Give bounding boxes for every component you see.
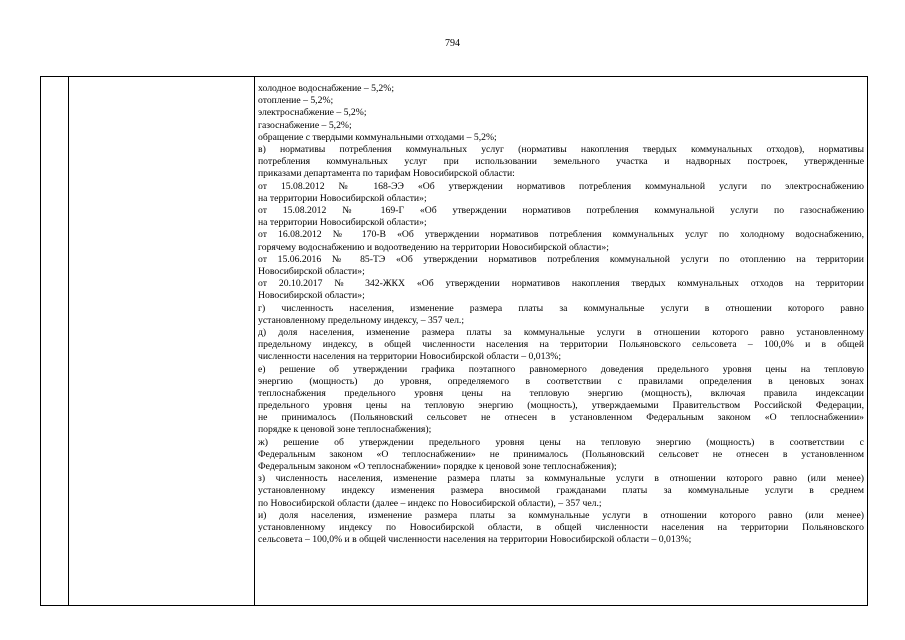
text-line: по Новосибирской области (далее – индекс по Новосибирской области), – 357 чел.;: [258, 497, 602, 509]
text-line: Федеральным законом «О теплоснабжении» не принималось (Польяновский сельсовет не отнесен в установленном: [258, 448, 864, 460]
table-column-divider: [68, 77, 69, 605]
text-line: электроснабжение – 5,2%;: [258, 107, 367, 119]
text-line: от 20.10.2017 № 342-ЖКХ «Об утверждении нормативов накопления твердых коммунальных отходов на территории: [258, 278, 864, 290]
text-line: энергию (мощность) до уровня, определяемого в соответствии с правилами определения в ценовых зонах: [258, 375, 864, 387]
text-line: на территории Новосибирской области»;: [258, 192, 427, 204]
text-line: от 15.08.2012 № 169-Г «Об утверждении нормативов потребления коммунальной услуги по газоснабжению: [258, 204, 864, 216]
page-number: 794: [445, 38, 460, 49]
text-line: порядке к ценовой зоне теплоснабжения);: [258, 424, 432, 436]
text-line: потребления коммунальных услуг при использовании земельного участка и надворных построек, утвержденные: [258, 156, 864, 168]
text-line: е) решение об утверждении графика поэтапного равномерного доведения предельного уровня цены на тепловую: [258, 363, 864, 375]
text-line: сельсовета – 100,0% и в общей численности населения на территории Новосибирской области – 0,013%;: [258, 534, 692, 546]
text-line: Новосибирской области»;: [258, 290, 365, 302]
text-line: установленному индексу по Новосибирской области, в общей численности населения на территории Польяновского: [258, 522, 864, 533]
text-line: приказами департамента по тарифам Новосибирской области:: [258, 168, 515, 180]
table-cell-content: [258, 83, 864, 546]
text-line: горячему водоснабжению и водоотведению на территории Новосибирской области»;: [258, 241, 609, 253]
table-column-divider: [254, 77, 255, 605]
text-line: численности населения на территории Новосибирской области – 0,013%;: [258, 351, 562, 363]
text-line: установленному индексу изменения размера вносимой гражданами платы за коммунальные услуги в среднем: [258, 485, 864, 497]
text-line: отопление – 5,2%;: [258, 95, 334, 107]
text-line: холодное водоснабжение – 5,2%;: [258, 83, 395, 94]
text-line: и) доля населения, изменение размера платы за коммунальные услуги в отношении которого равно (или менее): [258, 509, 864, 521]
text-line: от 15.08.2012 № 168-ЭЭ «Об утверждении нормативов потребления коммунальной услуги по электроснабжению: [258, 180, 864, 192]
text-line: д) доля населения, изменение размера платы за коммунальные услуги в отношении которого равно установленному: [258, 326, 864, 338]
text-line: Федеральным законом «О теплоснабжении» порядке к ценовой зоне теплоснабжения);: [258, 461, 617, 473]
text-line: в) нормативы потребления коммунальных услуг (нормативы накопления твердых коммунальных отходов), нормативы: [258, 144, 864, 156]
text-line: г) численность населения, изменение размера платы за коммунальные услуги в отношении которого равно: [258, 302, 864, 314]
text-line: от 16.08.2012 № 170-В «Об утверждении нормативов потребления коммунальных услуг по холодному водоснабжению,: [258, 229, 864, 241]
text-line: от 15.06.2016 № 85-ТЭ «Об утверждении нормативов потребления коммунальной услуги по отоплению на территории: [258, 253, 864, 265]
text-line: ж) решение об утверждении предельного уровня цены на тепловую энергию (мощность) в соответствии с: [258, 436, 864, 448]
text-line: установленному предельному индексу, – 357 чел.;: [258, 314, 465, 326]
text-line: на территории Новосибирской области»;: [258, 217, 427, 229]
text-line: газоснабжение – 5,2%;: [258, 119, 352, 131]
text-line: Новосибирской области»;: [258, 265, 365, 277]
text-line: не принималось (Польяновский сельсовет не отнесен в установленном Федеральным законом «О теплоснабжении»: [258, 412, 864, 424]
text-line: з) численность населения, изменение размера платы за коммунальные услуги в отношении которого равно (или менее): [258, 473, 864, 485]
text-line: предельному индексу, в общей численности населения на территории Польяновского сельсовета – 100,0% и в общей: [258, 339, 864, 351]
text-line: теплоснабжения предельного уровня цены на тепловую энергию (мощность), включая правила индексации: [258, 387, 864, 399]
text-line: предельного уровня цены на тепловую энергию (мощность), утверждаемыми Правительством Российской Федерации,: [258, 400, 864, 412]
document-table: [40, 76, 868, 606]
text-line: обращение с твердыми коммунальными отходами – 5,2%;: [258, 131, 497, 143]
